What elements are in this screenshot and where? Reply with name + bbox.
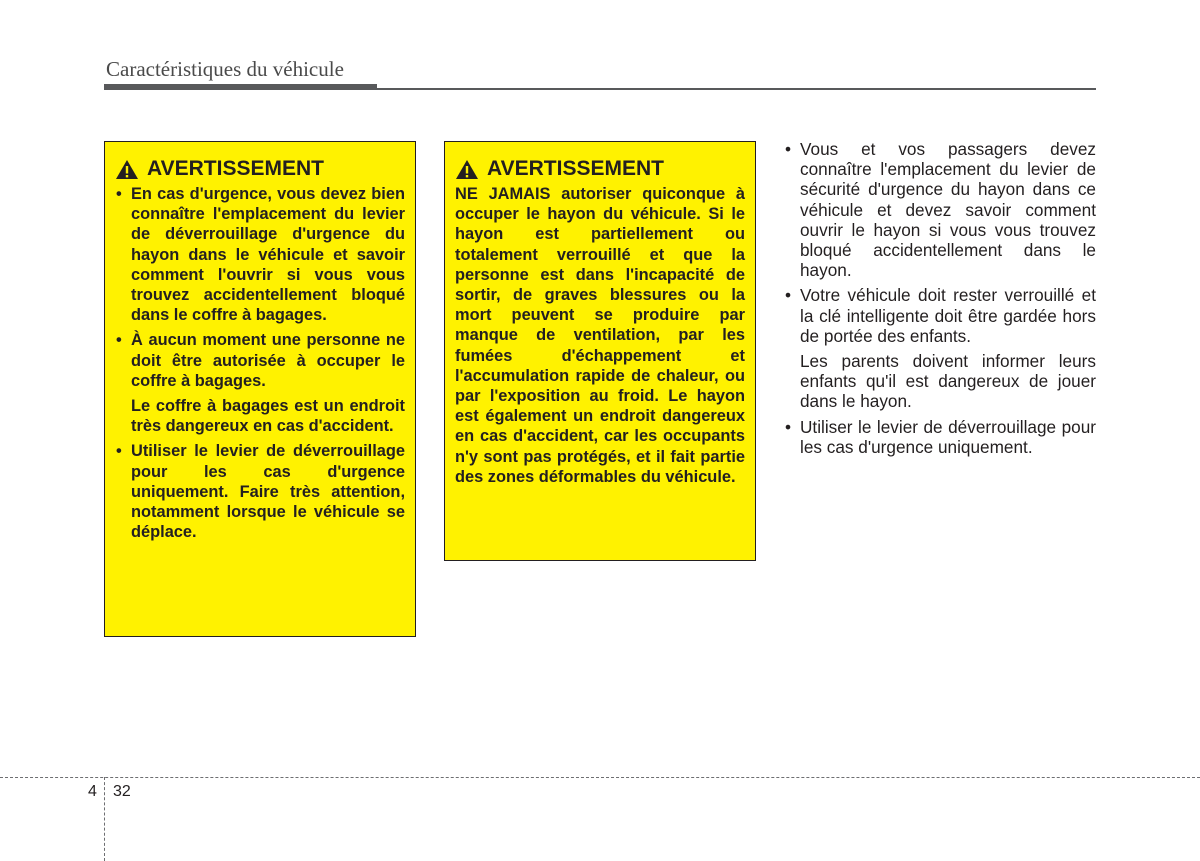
right-bullet-1: • Vous et vos passagers devez connaître l'emplacement du levier de sécurité d'urgence du hayon dans ce véhicule et devez savoir comment ouvrir le hayon si vous vous trouvez bloqué accidentellement dans le hayon. <box>784 139 1096 280</box>
right-bullet-2-paragraph: Les parents doivent informer leurs enfants qu'il est dangereux de jouer dans le hayon. <box>800 351 1096 412</box>
page-number: 32 <box>113 783 131 800</box>
warning-triangle-icon <box>455 159 479 180</box>
header-rule-thick <box>104 84 377 90</box>
warning1-bullet-2: • À aucun moment une personne ne doit être autorisée à occuper le coffre à bagages. <box>115 330 405 391</box>
warning-title-text-1: AVERTISSEMENT <box>147 156 324 180</box>
footer-dashed-rule <box>0 777 1200 778</box>
page-chapter-number: 4 <box>88 783 97 800</box>
warning-box-2 <box>444 141 756 561</box>
warning2-text: NE JAMAIS autoriser quiconque à occuper le hayon du véhicule. Si le hayon est partiellement ou totalement verrouillé et que la personne est dans l'incapacité de sortir, de graves blessures ou la mort peuvent se produire par manque de ventilation, par les fumées d'échappement et l'accumulation rapide de chaleur, ou par l'exposition au froid. Le hayon est également un endroit dangereux en cas d'accident, car les occupants n'y sont pas protégés, et il fait partie des zones déformables du véhicule. <box>455 185 745 486</box>
right-bullet-2: • Votre véhicule doit rester verrouillé et la clé intelligente doit être gardée hors de portée des enfants. <box>784 285 1096 346</box>
right-bullet-3: • Utiliser le levier de déverrouillage pour les cas d'urgence uniquement. <box>784 417 1096 457</box>
warning1-bullet-1: • En cas d'urgence, vous devez bien connaître l'emplacement du levier de déverrouillage d'urgence du hayon dans le véhicule et savoir comment l'ouvrir si vous vous trouvez accidentellement bloqué dans le coffre à bagages. <box>115 184 405 325</box>
warning-triangle-icon <box>115 159 139 180</box>
page-header-title: Caractéristiques du véhicule <box>106 57 344 81</box>
right-column <box>784 139 1096 457</box>
warning1-bullet-2-paragraph: Le coffre à bagages est un endroit très dangereux en cas d'accident. <box>131 397 405 436</box>
footer-vertical-dashed-rule <box>104 777 105 861</box>
warning-title-text-2: AVERTISSEMENT <box>487 156 664 180</box>
header-rule-thin <box>377 88 1096 90</box>
warning1-bullet-3: • Utiliser le levier de déverrouillage pour les cas d'urgence uniquement. Faire très attention, notamment lorsque le véhicule se déplace. <box>115 441 405 542</box>
warning-title-2 <box>455 154 745 184</box>
warning-title-1 <box>115 154 405 184</box>
warning-box-1 <box>104 141 416 637</box>
